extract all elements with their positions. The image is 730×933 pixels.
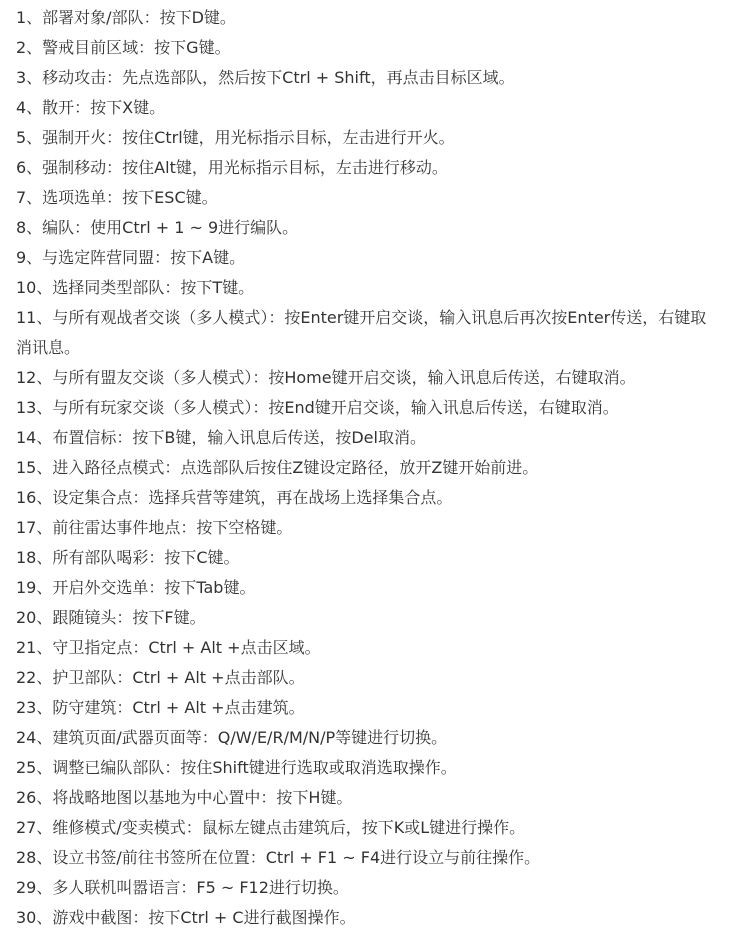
list-item: 3、移动攻击：先点选部队，然后按下Ctrl + Shift，再点击目标区域。: [16, 68, 515, 87]
list-item: 11、与所有观战者交谈（多人模式）：按Enter键开启交谈，输入讯息后再次按Enter传送，右键取消讯息。: [16, 308, 707, 357]
list-item: 7、选项选单：按下ESC键。: [16, 188, 218, 207]
list-item: 9、与选定阵营同盟：按下A键。: [16, 248, 246, 267]
list-item: 4、散开：按下X键。: [16, 98, 166, 117]
list-item: 8、编队：使用Ctrl + 1 ~ 9进行编队。: [16, 218, 299, 237]
list-item: 24、建筑页面/武器页面等：Q/W/E/R/M/N/P等键进行切换。: [16, 728, 448, 747]
list-item: 27、维修模式/变卖模式：鼠标左键点击建筑后，按下K或L键进行操作。: [16, 818, 526, 837]
list-item: 30、游戏中截图：按下Ctrl + C进行截图操作。: [16, 908, 356, 927]
list-item: 29、多人联机叫嚣语言：F5 ~ F12进行切换。: [16, 878, 349, 897]
list-item: 15、进入路径点模式：点选部队后按住Z键设定路径，放开Z键开始前进。: [16, 458, 539, 477]
list-item: 12、与所有盟友交谈（多人模式）：按Home键开启交谈，输入讯息后传送，右键取消。: [16, 368, 636, 387]
list-item: 16、设定集合点：选择兵营等建筑，再在战场上选择集合点。: [16, 488, 453, 507]
list-item: 21、守卫指定点：Ctrl + Alt +点击区域。: [16, 638, 321, 657]
list-item: 1、部署对象/部队：按下D键。: [16, 8, 236, 27]
list-item: 25、调整已编队部队：按住Shift键进行选取或取消选取操作。: [16, 758, 457, 777]
list-item: 5、强制开火：按住Ctrl键，用光标指示目标，左击进行开火。: [16, 128, 455, 147]
list-item: 28、设立书签/前往书签所在位置：Ctrl + F1 ~ F4进行设立与前往操作。: [16, 848, 541, 867]
list-item: 26、将战略地图以基地为中心置中：按下H键。: [16, 788, 353, 807]
list-item: 20、跟随镜头：按下F键。: [16, 608, 206, 627]
list-item: 10、选择同类型部队：按下T键。: [16, 278, 255, 297]
list-item: 2、警戒目前区域：按下G键。: [16, 38, 231, 57]
list-item: 14、布置信标：按下B键，输入讯息后传送，按Del取消。: [16, 428, 426, 447]
list-item: 23、防守建筑：Ctrl + Alt +点击建筑。: [16, 698, 305, 717]
list-item: 13、与所有玩家交谈（多人模式）：按End键开启交谈，输入讯息后传送，右键取消。: [16, 398, 619, 417]
list-item: 19、开启外交选单：按下Tab键。: [16, 578, 256, 597]
list-item: 22、护卫部队：Ctrl + Alt +点击部队。: [16, 668, 305, 687]
list-item: 6、强制移动：按住Alt键，用光标指示目标，左击进行移动。: [16, 158, 448, 177]
list-item: 17、前往雷达事件地点：按下空格键。: [16, 518, 293, 537]
list-item: 18、所有部队喝彩：按下C键。: [16, 548, 240, 567]
